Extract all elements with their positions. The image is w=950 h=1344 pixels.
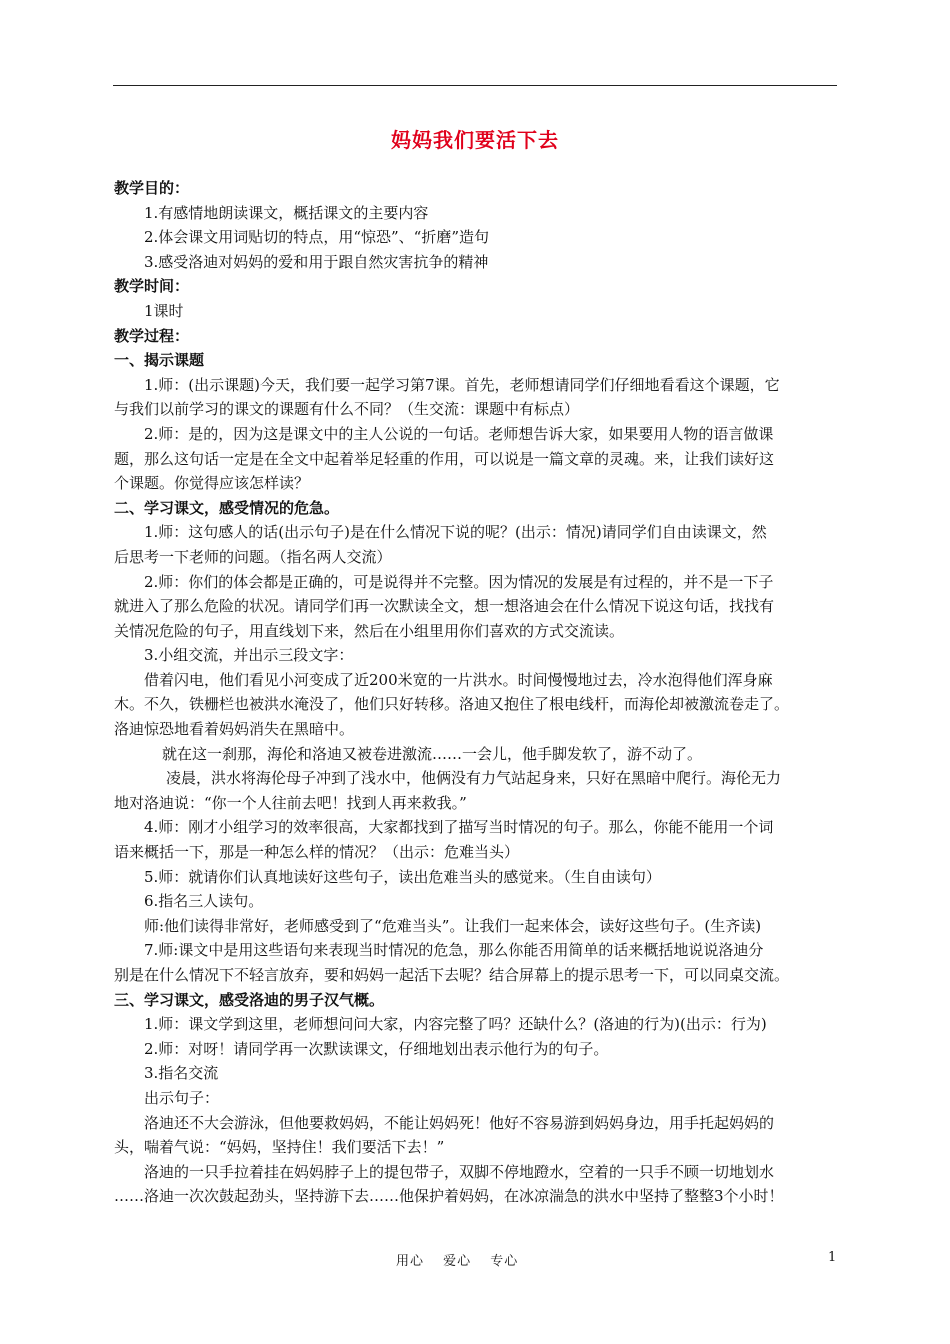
body-line: 2.师：你们的体会都是正确的，可是说得并不完整。因为情况的发展是有过程的，并不是一下子 bbox=[144, 572, 774, 591]
body-line: 头，喘着气说：“妈妈，坚持住！我们要活下去！” bbox=[114, 1138, 445, 1157]
body-line: 6.指名三人读句。 bbox=[144, 892, 264, 911]
body-line: 师:他们读得非常好，老师感受到了“危难当头”。让我们一起来体会，读好这些句子。(生齐读) bbox=[144, 916, 762, 935]
body-line: 凌晨，洪水将海伦母子冲到了浅水中，他俩没有力气站起身来，只好在黑暗中爬行。海伦无力 bbox=[166, 769, 782, 788]
body-line: 1.师：课文学到这里，老师想问问大家，内容完整了吗？还缺什么？(洛迪的行为)(出示：行为) bbox=[144, 1015, 767, 1034]
body-line: 出示句子： bbox=[144, 1088, 220, 1107]
body-line: 就进入了那么危险的状况。请同学们再一次默读全文，想一想洛迪会在什么情况下说这句话，找找有 bbox=[114, 597, 775, 616]
section-heading: 三、学习课文，感受洛迪的男子汉气概。 bbox=[114, 990, 385, 1009]
document-body bbox=[114, 176, 836, 1209]
body-line: 4.师：刚才小组学习的效率很高，大家都找到了描写当时情况的句子。那么，你能不能用一个词 bbox=[144, 818, 774, 837]
body-line: ……洛迪一次次鼓起劲头，坚持游下去……他保护着妈妈，在冰凉湍急的洪水中坚持了整整3个小时！ bbox=[114, 1187, 784, 1206]
body-line: 洛迪还不大会游泳，但他要救妈妈，不能让妈妈死！他好不容易游到妈妈身边，用手托起妈妈的 bbox=[144, 1113, 775, 1132]
body-line: 洛迪的一只手拉着挂在妈妈脖子上的提包带子，双脚不停地蹬水，空着的一只手不顾一切地划水 bbox=[144, 1162, 775, 1181]
body-line: 7.师:课文中是用这些语句来表现当时情况的危急，那么你能否用简单的话来概括地说说洛迪分 bbox=[144, 941, 764, 960]
body-line: 个课题。你觉得应该怎样读？ bbox=[114, 474, 310, 493]
section-heading: 二、学习课文，感受情况的危急。 bbox=[114, 498, 340, 517]
footer-motto: 用心 爱心 专心 bbox=[396, 1254, 519, 1269]
body-line: 地对洛迪说：“你一个人往前去吧！找到人再来救我。” bbox=[114, 793, 467, 812]
body-line: 3.指名交流 bbox=[144, 1064, 219, 1083]
document-title: 妈妈我们要活下去 bbox=[391, 128, 559, 152]
body-line: 5.师：就请你们认真地读好这些句子，读出危难当头的感觉来。（生自由读句） bbox=[144, 867, 661, 886]
body-line: 语来概括一下，那是一种怎么样的情况？（出示：危难当头） bbox=[114, 843, 520, 862]
header-rule bbox=[113, 85, 837, 86]
body-line: 3.感受洛迪对妈妈的爱和用于跟自然灾害抗争的精神 bbox=[144, 252, 489, 271]
page-number: 1 bbox=[828, 1250, 837, 1265]
section-heading: 一、揭示课题 bbox=[114, 351, 205, 370]
body-line: 2.体会课文用词贴切的特点，用“惊恐”、“折磨”造句 bbox=[144, 228, 489, 247]
body-line: 借着闪电，他们看见小河变成了近200米宽的一片洪水。时间慢慢地过去，冷水泡得他们浑身麻 bbox=[144, 670, 773, 689]
body-line: 题，那么这句话一定是在全文中起着举足轻重的作用，可以说是一篇文章的灵魂。来，让我们读好这 bbox=[114, 449, 775, 468]
body-line: 2.师：对呀！请同学再一次默读课文，仔细地划出表示他行为的句子。 bbox=[144, 1039, 609, 1058]
body-line: 就在这一刹那，海伦和洛迪又被卷进激流……一会儿，他手脚发软了，游不动了。 bbox=[162, 744, 703, 763]
body-line: 木。不久，铁栅栏也被洪水淹没了，他们只好转移。洛迪又抱住了根电线杆，而海伦却被激流卷走了。 bbox=[114, 695, 790, 714]
section-heading: 教学时间： bbox=[114, 277, 190, 296]
body-line: 后思考一下老师的问题。（指名两人交流） bbox=[114, 547, 392, 566]
body-line: 1.师：这句感人的话(出示句子)是在什么情况下说的呢？(出示：情况)请同学们自由读课文，然 bbox=[144, 523, 767, 542]
body-line: 别是在什么情况下不轻言放弃，要和妈妈一起活下去呢？结合屏幕上的提示思考一下，可以同桌交流。 bbox=[114, 966, 790, 984]
body-line: 1.有感情地朗读课文，概括课文的主要内容 bbox=[144, 203, 429, 222]
body-line: 1.师：(出示课题)今天，我们要一起学习第7课。首先，老师想请同学们仔细地看看这个课题，它 bbox=[144, 375, 780, 394]
body-line: 洛迪惊恐地看着妈妈消失在黑暗中。 bbox=[114, 720, 355, 739]
body-line: 1课时 bbox=[144, 301, 184, 320]
body-line: 关情况危险的句子，用直线划下来，然后在小组里用你们喜欢的方式交流读。 bbox=[114, 621, 625, 640]
body-line: 2.师：是的，因为这是课文中的主人公说的一句话。老师想告诉大家，如果要用人物的语言做课 bbox=[144, 424, 774, 443]
body-line: 与我们以前学习的课文的课题有什么不同？（生交流：课题中有标点） bbox=[114, 400, 580, 419]
body-line: 3.小组交流，并出示三段文字： bbox=[144, 646, 354, 665]
section-heading: 教学目的： bbox=[114, 179, 190, 197]
section-heading: 教学过程： bbox=[114, 326, 190, 345]
